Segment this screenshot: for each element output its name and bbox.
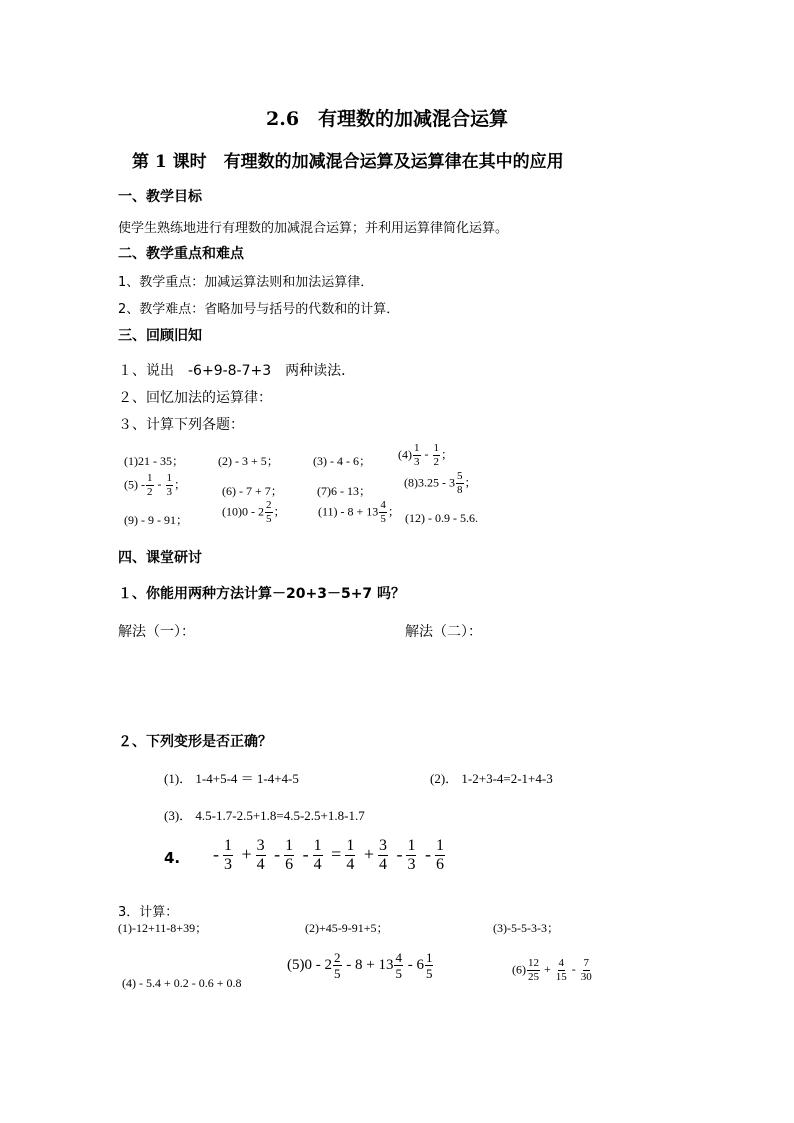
calc-5: (5)0 - 2 $\frac{2}{5}$ - 8 + 13 $\frac{4}{5}$ - 6 $\frac{1}{5}$ bbox=[287, 950, 433, 981]
exercise-7: (7)6 - 13； bbox=[317, 484, 371, 498]
review-item-3: ３、计算下列各题： bbox=[118, 417, 244, 433]
exercise-12: (12) - 0.9 - 5.6. bbox=[405, 511, 478, 525]
exercise-6: (6) - 7 + 7； bbox=[222, 484, 283, 498]
transform-4-equation: - $\frac{1}{3}$ + $\frac{3}{4}$ - $\frac{1}{6}$ - $\frac{1}{4}$ = $\frac{1}{4}$ + $\frac{3}{4}$ - $\frac{1}{3}$ - $\frac{1}{6}$ bbox=[213, 837, 444, 873]
question-1: １、你能用两种方法计算－20+3－5+7 吗？ bbox=[118, 586, 406, 602]
transform-4-label: 4. bbox=[164, 849, 181, 867]
difficulty-item: 2、教学难点：省略加号与括号的代数和的计算． bbox=[118, 302, 400, 317]
transform-2: (2)． 1-2+3-4=2-1+4-3 bbox=[430, 771, 553, 786]
objectives-text: 使学生熟练地进行有理数的加减混合运算；并利用运算律简化运算。 bbox=[118, 221, 509, 236]
exercise-8: (8)3.25 - 3 $\frac{5}{8}$ ； bbox=[404, 470, 477, 496]
exercise-3: (3) - 4 - 6； bbox=[313, 454, 371, 468]
transform-3: (3)． 4.5-1.7-2.5+1.8=4.5-2.5+1.8-1.7 bbox=[164, 808, 365, 823]
exercise-5: (5) - $\frac{1}{2}$ - $\frac{1}{3}$ ； bbox=[124, 472, 187, 498]
review-item-1: １、说出 -6+9-8-7+3 两种读法． bbox=[118, 363, 356, 379]
question-3: 3．计算： bbox=[118, 905, 179, 920]
exercise-2: (2) - 3 + 5； bbox=[218, 454, 279, 468]
exercise-11: (11) - 8 + 13 $\frac{4}{5}$ ； bbox=[318, 499, 400, 525]
question-2: ２、下列变形是否正确？ bbox=[118, 734, 272, 750]
lesson-subtitle: 第 1 课时 有理数的加减混合运算及运算律在其中的应用 bbox=[132, 152, 564, 172]
calc-6: (6) $\frac{12}{25}$ + $\frac{4}{15}$ - $\frac{7}{30}$ bbox=[512, 957, 592, 983]
transform-1: (1)． 1-4+5-4 ＝ 1-4+4-5 bbox=[164, 771, 299, 786]
keypoint-item: 1、教学重点：加减运算法则和加法运算律． bbox=[118, 275, 374, 290]
review-item-2: ２、回忆加法的运算律： bbox=[118, 390, 272, 406]
calc-2: (2)+45-9-91+5； bbox=[305, 921, 389, 935]
solution-method-1: 解法（一）： bbox=[118, 624, 195, 640]
exercise-4: (4) $\frac{1}{3}$ - $\frac{1}{2}$ ； bbox=[398, 442, 454, 468]
section-heading-discussion: 四、课堂研讨 bbox=[118, 550, 202, 566]
calc-3: (3)-5-5-3-3； bbox=[493, 921, 559, 935]
exercise-1: (1)21 - 35； bbox=[124, 454, 184, 468]
solution-method-2: 解法（二）： bbox=[405, 624, 482, 640]
calc-4: (4) - 5.4 + 0.2 - 0.6 + 0.8 bbox=[122, 976, 242, 990]
page-title: 2.6 有理数的加减混合运算 bbox=[266, 108, 509, 130]
calc-1: (1)-12+11-8+39； bbox=[118, 921, 208, 935]
exercise-9: (9) - 9 - 91； bbox=[124, 513, 188, 527]
section-heading-review: 三、回顾旧知 bbox=[118, 328, 202, 344]
section-heading-keypoints: 二、教学重点和难点 bbox=[118, 246, 244, 262]
section-heading-objectives: 一、教学目标 bbox=[118, 189, 202, 205]
exercise-10: (10)0 - 2 $\frac{2}{5}$ ； bbox=[222, 499, 286, 525]
